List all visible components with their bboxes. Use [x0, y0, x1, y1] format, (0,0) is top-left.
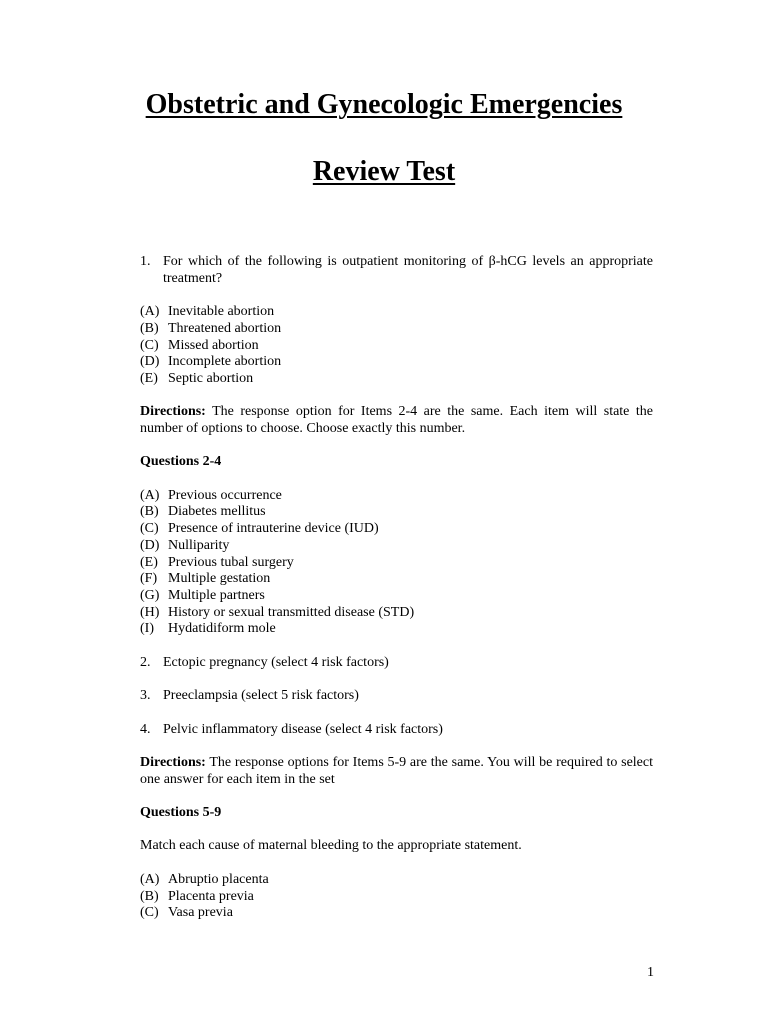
option-text: Diabetes mellitus [168, 504, 266, 520]
option-label: (C) [140, 521, 159, 537]
option-h [140, 605, 653, 622]
question-text: Ectopic pregnancy (select 4 risk factors) [163, 654, 389, 670]
question-4 [140, 722, 653, 739]
option-f [140, 571, 653, 588]
option-c [140, 521, 653, 538]
question-text: Pelvic inflammatory disease (select 4 risk factors) [163, 721, 443, 737]
option-text: Threatened abortion [168, 320, 282, 336]
option-g [140, 588, 653, 605]
option-label: (C) [140, 337, 159, 353]
option-i [140, 621, 653, 638]
question-text: Preeclampsia (select 5 risk factors) [163, 688, 359, 704]
option-b [140, 889, 653, 906]
option-c [140, 338, 653, 355]
option-text: Hydatidiform mole [168, 621, 276, 637]
option-b [140, 504, 653, 521]
option-a [140, 488, 653, 505]
option-label: (E) [140, 554, 158, 570]
option-label: (A) [140, 304, 160, 320]
option-c [140, 905, 653, 922]
option-text: Abruptio placenta [168, 871, 269, 887]
question-number: 2. [140, 654, 151, 670]
option-text: Septic abortion [168, 370, 254, 386]
question-text: For which of the following is outpatient monitoring of β-hCG levels an appropriate treatment? [163, 254, 653, 286]
option-text: Vasa previa [168, 905, 233, 921]
option-label: (D) [140, 537, 160, 553]
option-text: Presence of intrauterine device (IUD) [168, 521, 379, 537]
option-text: Multiple partners [168, 588, 265, 603]
directions-label: Directions: [140, 404, 206, 420]
option-a [140, 872, 653, 889]
questions-2-4-heading: Questions 2-4 [140, 454, 222, 470]
page-number: 1 [647, 965, 654, 980]
option-e [140, 371, 653, 388]
option-label: (H) [140, 604, 160, 620]
directions-items-2-4 [140, 404, 653, 437]
question-1 [140, 254, 653, 287]
option-label: (A) [140, 487, 160, 503]
question-3 [140, 688, 653, 705]
option-label: (B) [140, 320, 159, 336]
option-label: (A) [140, 871, 160, 887]
document-title: Obstetric and Gynecologic Emergencies [145, 89, 623, 120]
option-label: (B) [140, 504, 159, 520]
option-label: (I) [140, 621, 154, 637]
question-number: 3. [140, 688, 151, 704]
option-d [140, 354, 653, 371]
option-e [140, 555, 653, 572]
question-2 [140, 655, 653, 672]
question-1-options [140, 304, 653, 388]
questions-5-9-instruction: Match each cause of maternal bleeding to the appropriate statement. [140, 838, 522, 854]
option-text: Previous occurrence [168, 487, 282, 503]
option-label: (E) [140, 370, 158, 386]
option-text: Multiple gestation [168, 571, 271, 587]
option-label: (B) [140, 888, 159, 904]
option-label: (G) [140, 588, 160, 603]
option-label: (F) [140, 571, 158, 587]
option-d [140, 538, 653, 555]
option-text: Placenta previa [168, 888, 254, 904]
questions-5-9-heading: Questions 5-9 [140, 805, 222, 821]
document-subtitle: Review Test [312, 156, 456, 187]
option-label: (D) [140, 354, 160, 370]
option-text: Missed abortion [168, 337, 259, 353]
option-label: (C) [140, 905, 159, 921]
questions-5-9-options [140, 872, 653, 922]
question-number: 1. [140, 254, 151, 269]
option-a [140, 304, 653, 321]
option-text: Incomplete abortion [168, 354, 282, 370]
option-text: History or sexual transmitted disease (STD) [168, 604, 415, 620]
document-body [140, 254, 653, 922]
option-b [140, 321, 653, 338]
directions-label: Directions: [140, 754, 206, 770]
option-text: Inevitable abortion [168, 304, 275, 320]
option-text: Nulliparity [168, 537, 230, 553]
directions-text: The response option for Items 2-4 are the same. Each item will state the number of options to choose. Choose exactly this number. [140, 404, 653, 436]
directions-text: The response options for Items 5-9 are the same. You will be required to select one answer for each item in the set [140, 754, 653, 787]
question-number: 4. [140, 721, 151, 737]
option-text: Previous tubal surgery [168, 554, 294, 570]
questions-2-4-options [140, 488, 653, 638]
directions-items-5-9 [140, 755, 653, 788]
